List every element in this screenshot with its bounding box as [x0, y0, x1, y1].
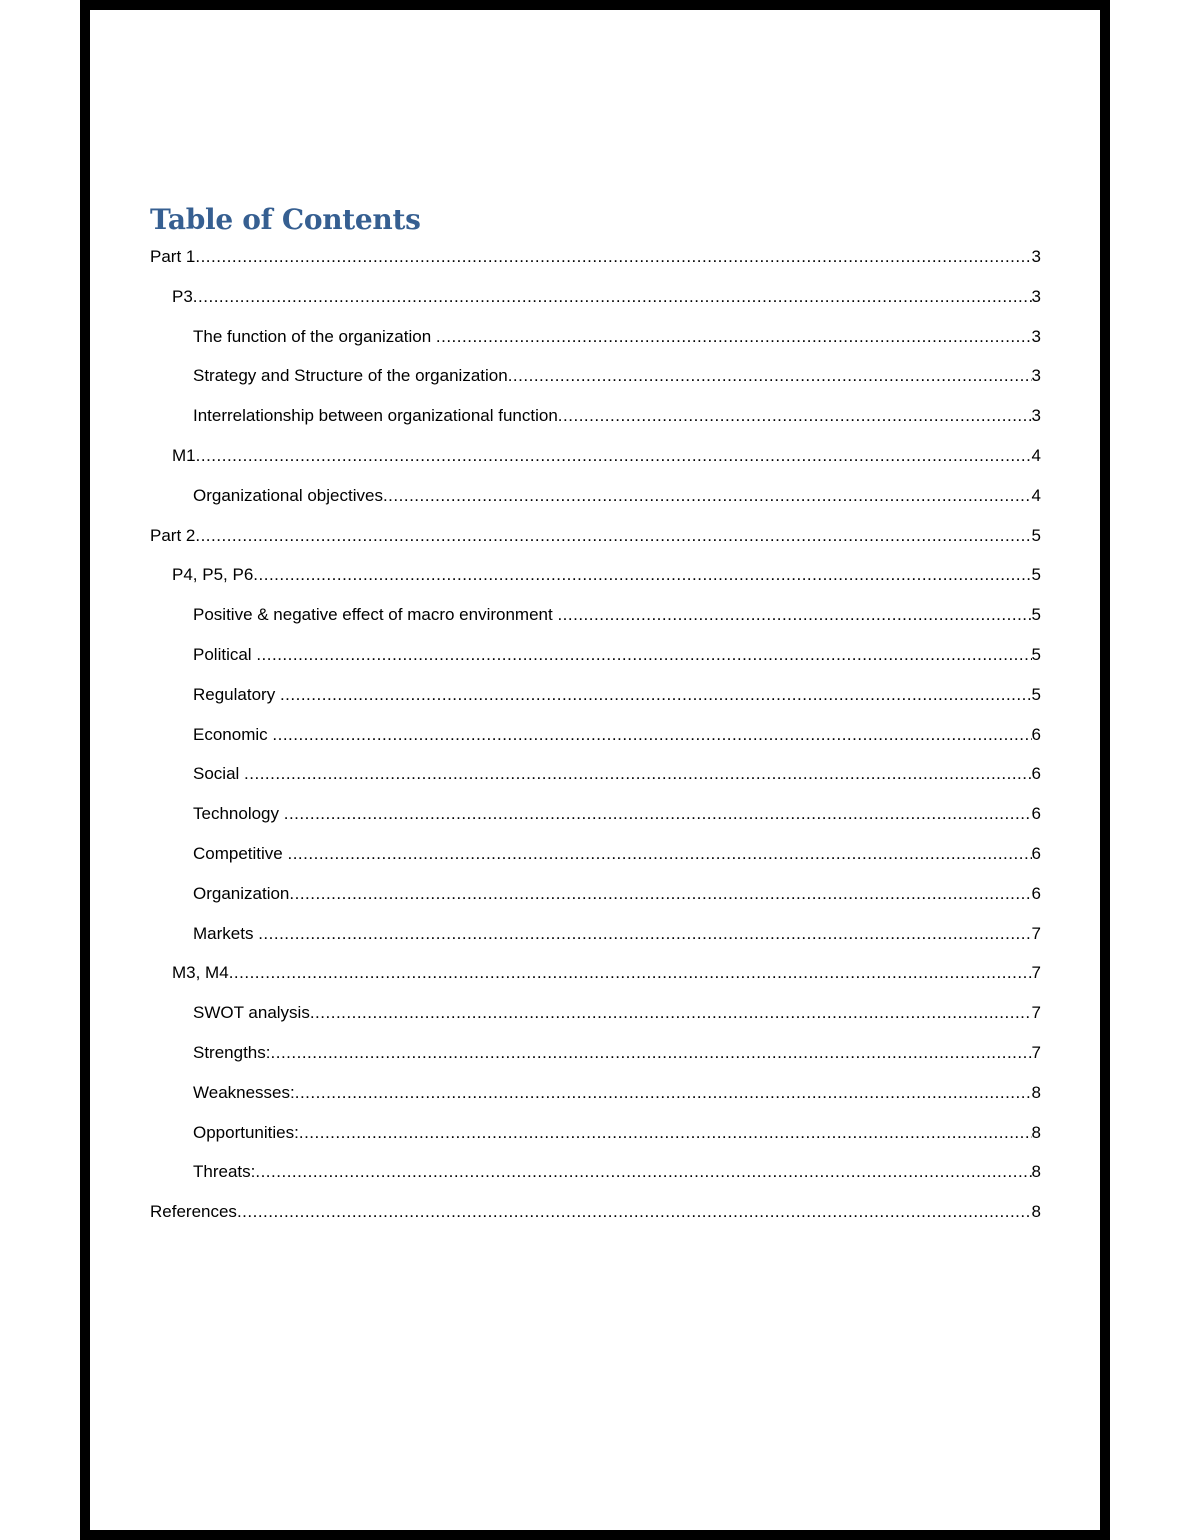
- toc-entry-text: Strengths:: [193, 1042, 271, 1062]
- toc-entry-text: Organizational objectives: [193, 485, 383, 505]
- toc-dot-leader: [284, 804, 1032, 824]
- toc-entry-text: Political: [193, 644, 257, 664]
- toc-entry[interactable]: [150, 366, 1041, 406]
- toc-entry[interactable]: [150, 1003, 1041, 1043]
- toc-dot-leader: [258, 924, 1031, 944]
- toc-page-number: 4: [1031, 445, 1041, 465]
- toc-page-number: 8: [1031, 1122, 1041, 1142]
- toc-entry[interactable]: [150, 804, 1041, 844]
- toc-dot-leader: [229, 963, 1032, 983]
- toc-entry-text: Economic: [193, 724, 273, 744]
- toc-dot-leader: [299, 1123, 1032, 1143]
- toc-entry-text: Part 1: [150, 247, 196, 266]
- toc-page-number: 8: [1031, 1202, 1041, 1222]
- toc-dot-leader: [271, 1043, 1032, 1063]
- toc-page-number: 3: [1031, 326, 1041, 346]
- toc-page-number: 8: [1031, 1162, 1041, 1182]
- toc-page-number: 6: [1031, 883, 1041, 903]
- toc-title: Table of Contents: [150, 203, 421, 236]
- toc-entry-text: Technology: [193, 804, 284, 824]
- toc-dot-leader: [253, 565, 1031, 585]
- toc-entry-text: P3: [172, 286, 193, 306]
- toc-dot-leader: [195, 526, 1031, 546]
- toc-page-number: 6: [1031, 804, 1041, 824]
- toc-dot-leader: [289, 884, 1031, 904]
- toc-dot-leader: [272, 725, 1031, 745]
- toc-page-number: 3: [1031, 366, 1041, 386]
- toc-entry[interactable]: [150, 406, 1041, 446]
- toc-page-number: 4: [1031, 485, 1041, 505]
- toc-entry[interactable]: [150, 247, 1041, 287]
- toc-entry[interactable]: [150, 1083, 1041, 1123]
- toc-list: [150, 247, 1041, 1242]
- toc-entry[interactable]: [150, 605, 1041, 645]
- toc-page-number: 7: [1031, 923, 1041, 943]
- toc-entry[interactable]: [150, 565, 1041, 605]
- toc-entry[interactable]: [150, 486, 1041, 526]
- toc-entry[interactable]: [150, 924, 1041, 964]
- toc-entry[interactable]: [150, 1123, 1041, 1163]
- toc-entry-text: Competitive: [193, 843, 288, 863]
- toc-entry[interactable]: [150, 1162, 1041, 1202]
- toc-dot-leader: [310, 1003, 1032, 1023]
- toc-page-number: 3: [1031, 406, 1041, 426]
- toc-entry[interactable]: [150, 963, 1041, 1003]
- toc-dot-leader: [436, 327, 1032, 347]
- toc-entry-text: Social: [193, 764, 245, 784]
- toc-entry[interactable]: [150, 645, 1041, 685]
- toc-dot-leader: [383, 486, 1032, 506]
- toc-entry[interactable]: [150, 287, 1041, 327]
- toc-dot-leader: [196, 446, 1032, 466]
- toc-dot-leader: [193, 287, 1032, 307]
- toc-dot-leader: [295, 1083, 1032, 1103]
- toc-entry[interactable]: [150, 725, 1041, 765]
- toc-page-number: 5: [1031, 684, 1041, 704]
- toc-page-number: 3: [1031, 286, 1041, 306]
- toc-entry-text: M1: [172, 445, 196, 465]
- toc-page-number: 5: [1031, 565, 1041, 585]
- toc-dot-leader: [237, 1202, 1032, 1222]
- toc-page-number: 6: [1031, 724, 1041, 744]
- toc-entry-text: SWOT analysis: [193, 1003, 310, 1023]
- toc-page-number: 5: [1031, 644, 1041, 664]
- toc-entry-text: P4, P5, P6: [172, 565, 254, 585]
- toc-entry-text: M3, M4: [172, 963, 229, 983]
- toc-page-number: 7: [1031, 1003, 1041, 1023]
- toc-dot-leader: [557, 605, 1031, 625]
- toc-entry-text: Interrelationship between organizational function: [193, 406, 558, 426]
- document-page: [80, 0, 1110, 1540]
- toc-dot-leader: [287, 844, 1031, 864]
- toc-page-number: 6: [1031, 764, 1041, 784]
- toc-entry[interactable]: [150, 327, 1041, 367]
- toc-page-number: 5: [1031, 605, 1041, 625]
- toc-entry-text: The function of the organization: [193, 326, 436, 346]
- toc-dot-leader: [508, 366, 1032, 386]
- toc-entry-text: Part 2: [150, 525, 196, 545]
- toc-entry-text: Opportunities:: [193, 1122, 299, 1142]
- toc-entry-text: Markets: [193, 923, 259, 943]
- toc-dot-leader: [256, 645, 1031, 665]
- toc-page-number: 7: [1031, 1042, 1041, 1062]
- toc-entry-text: Organization: [193, 883, 290, 903]
- toc-page-number: 5: [1031, 525, 1041, 545]
- toc-dot-leader: [558, 406, 1032, 426]
- toc-entry[interactable]: [150, 844, 1041, 884]
- toc-page-number: 6: [1031, 843, 1041, 863]
- toc-entry-text: Positive & negative effect of macro environment: [193, 605, 558, 625]
- toc-entry-text: Threats:: [193, 1162, 256, 1182]
- toc-entry[interactable]: [150, 685, 1041, 725]
- toc-entry[interactable]: [150, 526, 1041, 566]
- toc-dot-leader: [195, 247, 1031, 267]
- toc-entry[interactable]: [150, 446, 1041, 486]
- toc-entry-text: Strategy and Structure of the organization: [193, 366, 508, 386]
- toc-entry[interactable]: [150, 764, 1041, 804]
- toc-entry[interactable]: [150, 1202, 1041, 1242]
- toc-page-number: 7: [1031, 963, 1041, 983]
- toc-page-number: 8: [1031, 1082, 1041, 1102]
- toc-entry[interactable]: [150, 884, 1041, 924]
- toc-dot-leader: [255, 1162, 1031, 1182]
- toc-entry[interactable]: [150, 1043, 1041, 1083]
- toc-dot-leader: [280, 685, 1032, 705]
- toc-entry-text: References: [150, 1202, 237, 1222]
- toc-page-number: 3: [1031, 247, 1041, 266]
- toc-dot-leader: [244, 764, 1032, 784]
- toc-entry-text: Regulatory: [193, 684, 280, 704]
- toc-entry-text: Weaknesses:: [193, 1082, 295, 1102]
